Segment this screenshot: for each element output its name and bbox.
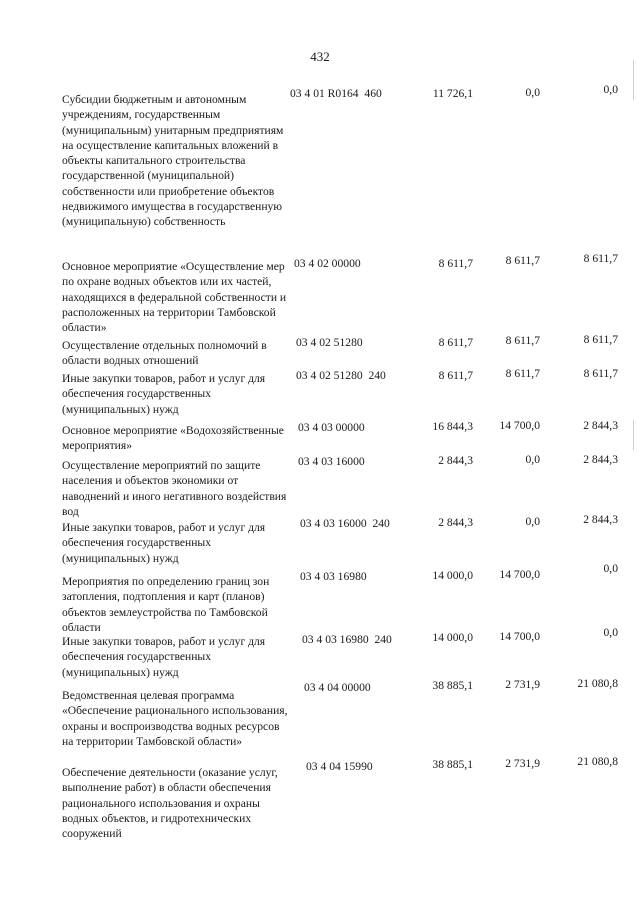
row-value-3: 8 611,7 xyxy=(583,367,618,380)
row-value-1: 14 000,0 xyxy=(432,631,473,644)
row-code: 03 4 02 51280 240 xyxy=(296,369,386,382)
row-name: Иные закупки товаров, работ и услуг для обеспечения государственных (муниципальных) нужд xyxy=(62,635,266,679)
row-code: 03 4 03 16980 240 xyxy=(302,633,392,646)
page-number: 432 xyxy=(310,49,330,64)
row-value-2: 8 611,7 xyxy=(505,254,540,267)
row-value-1: 2 844,3 xyxy=(438,516,473,529)
row-code: 03 4 03 16000 xyxy=(298,455,365,468)
row-value-2: 8 611,7 xyxy=(505,334,540,347)
row-value-1: 14 000,0 xyxy=(432,569,473,582)
row-value-2: 8 611,7 xyxy=(505,367,540,380)
row-code: 03 4 02 51280 xyxy=(296,336,363,349)
row-value-1: 8 611,7 xyxy=(438,257,473,270)
row-code: 03 4 01 R0164 460 xyxy=(290,87,382,100)
row-name: Осуществление мероприятий по защите населения и объектов экономики от наводнений и иного негативного воздействия вод xyxy=(62,459,287,518)
row-name: Иные закупки товаров, работ и услуг для обеспечения государственных (муниципальных) нужд xyxy=(62,521,266,565)
row-code: 03 4 03 16000 240 xyxy=(300,517,390,530)
row-value-2: 14 700,0 xyxy=(499,630,540,643)
scan-edge-mark xyxy=(633,60,634,100)
row-value-1: 38 885,1 xyxy=(432,758,473,771)
row-value-2: 14 700,0 xyxy=(499,419,540,432)
row-name: Обеспечение деятельности (оказание услуг, выполнение работ) в области обеспечения рационального использования и охраны водных объектов, и гидротехнических сооружений xyxy=(62,766,278,841)
row-value-1: 8 611,7 xyxy=(438,369,473,382)
row-value-3: 21 080,8 xyxy=(577,755,618,768)
row-value-2: 0,0 xyxy=(525,453,540,466)
row-code: 03 4 03 00000 xyxy=(298,421,365,434)
scan-edge-mark xyxy=(633,420,634,450)
row-value-1: 16 844,3 xyxy=(432,420,473,433)
row-value-2: 0,0 xyxy=(525,86,540,99)
row-name: Ведомственная целевая программа «Обеспечение рационального использования, охраны и воспроизводства водных ресурсов на территории Тамбовской области» xyxy=(62,689,288,748)
row-name: Мероприятия по определению границ зон затопления, подтопления и карт (планов) объектов землеустройства по Тамбовской области xyxy=(62,575,270,634)
row-name: Основное мероприятие «Осуществление мер по охране водных объектов или их частей, находящихся в федеральной собственности и расположенных на территории Тамбовской области» xyxy=(62,260,287,335)
row-name: Осуществление отдельных полномочий в области водных отношений xyxy=(62,339,267,368)
row-value-2: 0,0 xyxy=(525,515,540,528)
row-name: Иные закупки товаров, работ и услуг для обеспечения государственных (муниципальных) нужд xyxy=(62,372,266,416)
row-value-1: 2 844,3 xyxy=(438,454,473,467)
row-value-3: 0,0 xyxy=(603,562,618,575)
row-value-3: 2 844,3 xyxy=(583,513,618,526)
row-value-3: 8 611,7 xyxy=(583,252,618,265)
row-code: 03 4 04 15990 xyxy=(306,760,373,773)
row-value-1: 11 726,1 xyxy=(432,87,473,100)
row-value-1: 38 885,1 xyxy=(432,679,473,692)
row-value-3: 0,0 xyxy=(603,83,618,96)
row-value-3: 0,0 xyxy=(603,626,618,639)
row-name: Основное мероприятие «Водохозяйственные мероприятия» xyxy=(62,424,284,453)
row-code: 03 4 04 00000 xyxy=(304,681,371,694)
row-value-2: 2 731,9 xyxy=(505,757,540,770)
row-value-2: 2 731,9 xyxy=(505,678,540,691)
row-value-3: 2 844,3 xyxy=(583,453,618,466)
row-value-3: 8 611,7 xyxy=(583,333,618,346)
row-name: Субсидии бюджетным и автономным учреждениям, государственным (муниципальным) унитарным предприятиям на осуществление капитальных вложений в объекты капитального строительства государственной (муниципальной) собственности или приобретение объектов недвижимого имущества в государственную (муниципальную) собственность xyxy=(62,93,284,229)
row-value-2: 14 700,0 xyxy=(499,568,540,581)
row-value-3: 21 080,8 xyxy=(577,677,618,690)
row-value-3: 2 844,3 xyxy=(583,419,618,432)
row-code: 03 4 03 16980 xyxy=(300,570,367,583)
row-value-1: 8 611,7 xyxy=(438,336,473,349)
row-code: 03 4 02 00000 xyxy=(294,257,361,270)
